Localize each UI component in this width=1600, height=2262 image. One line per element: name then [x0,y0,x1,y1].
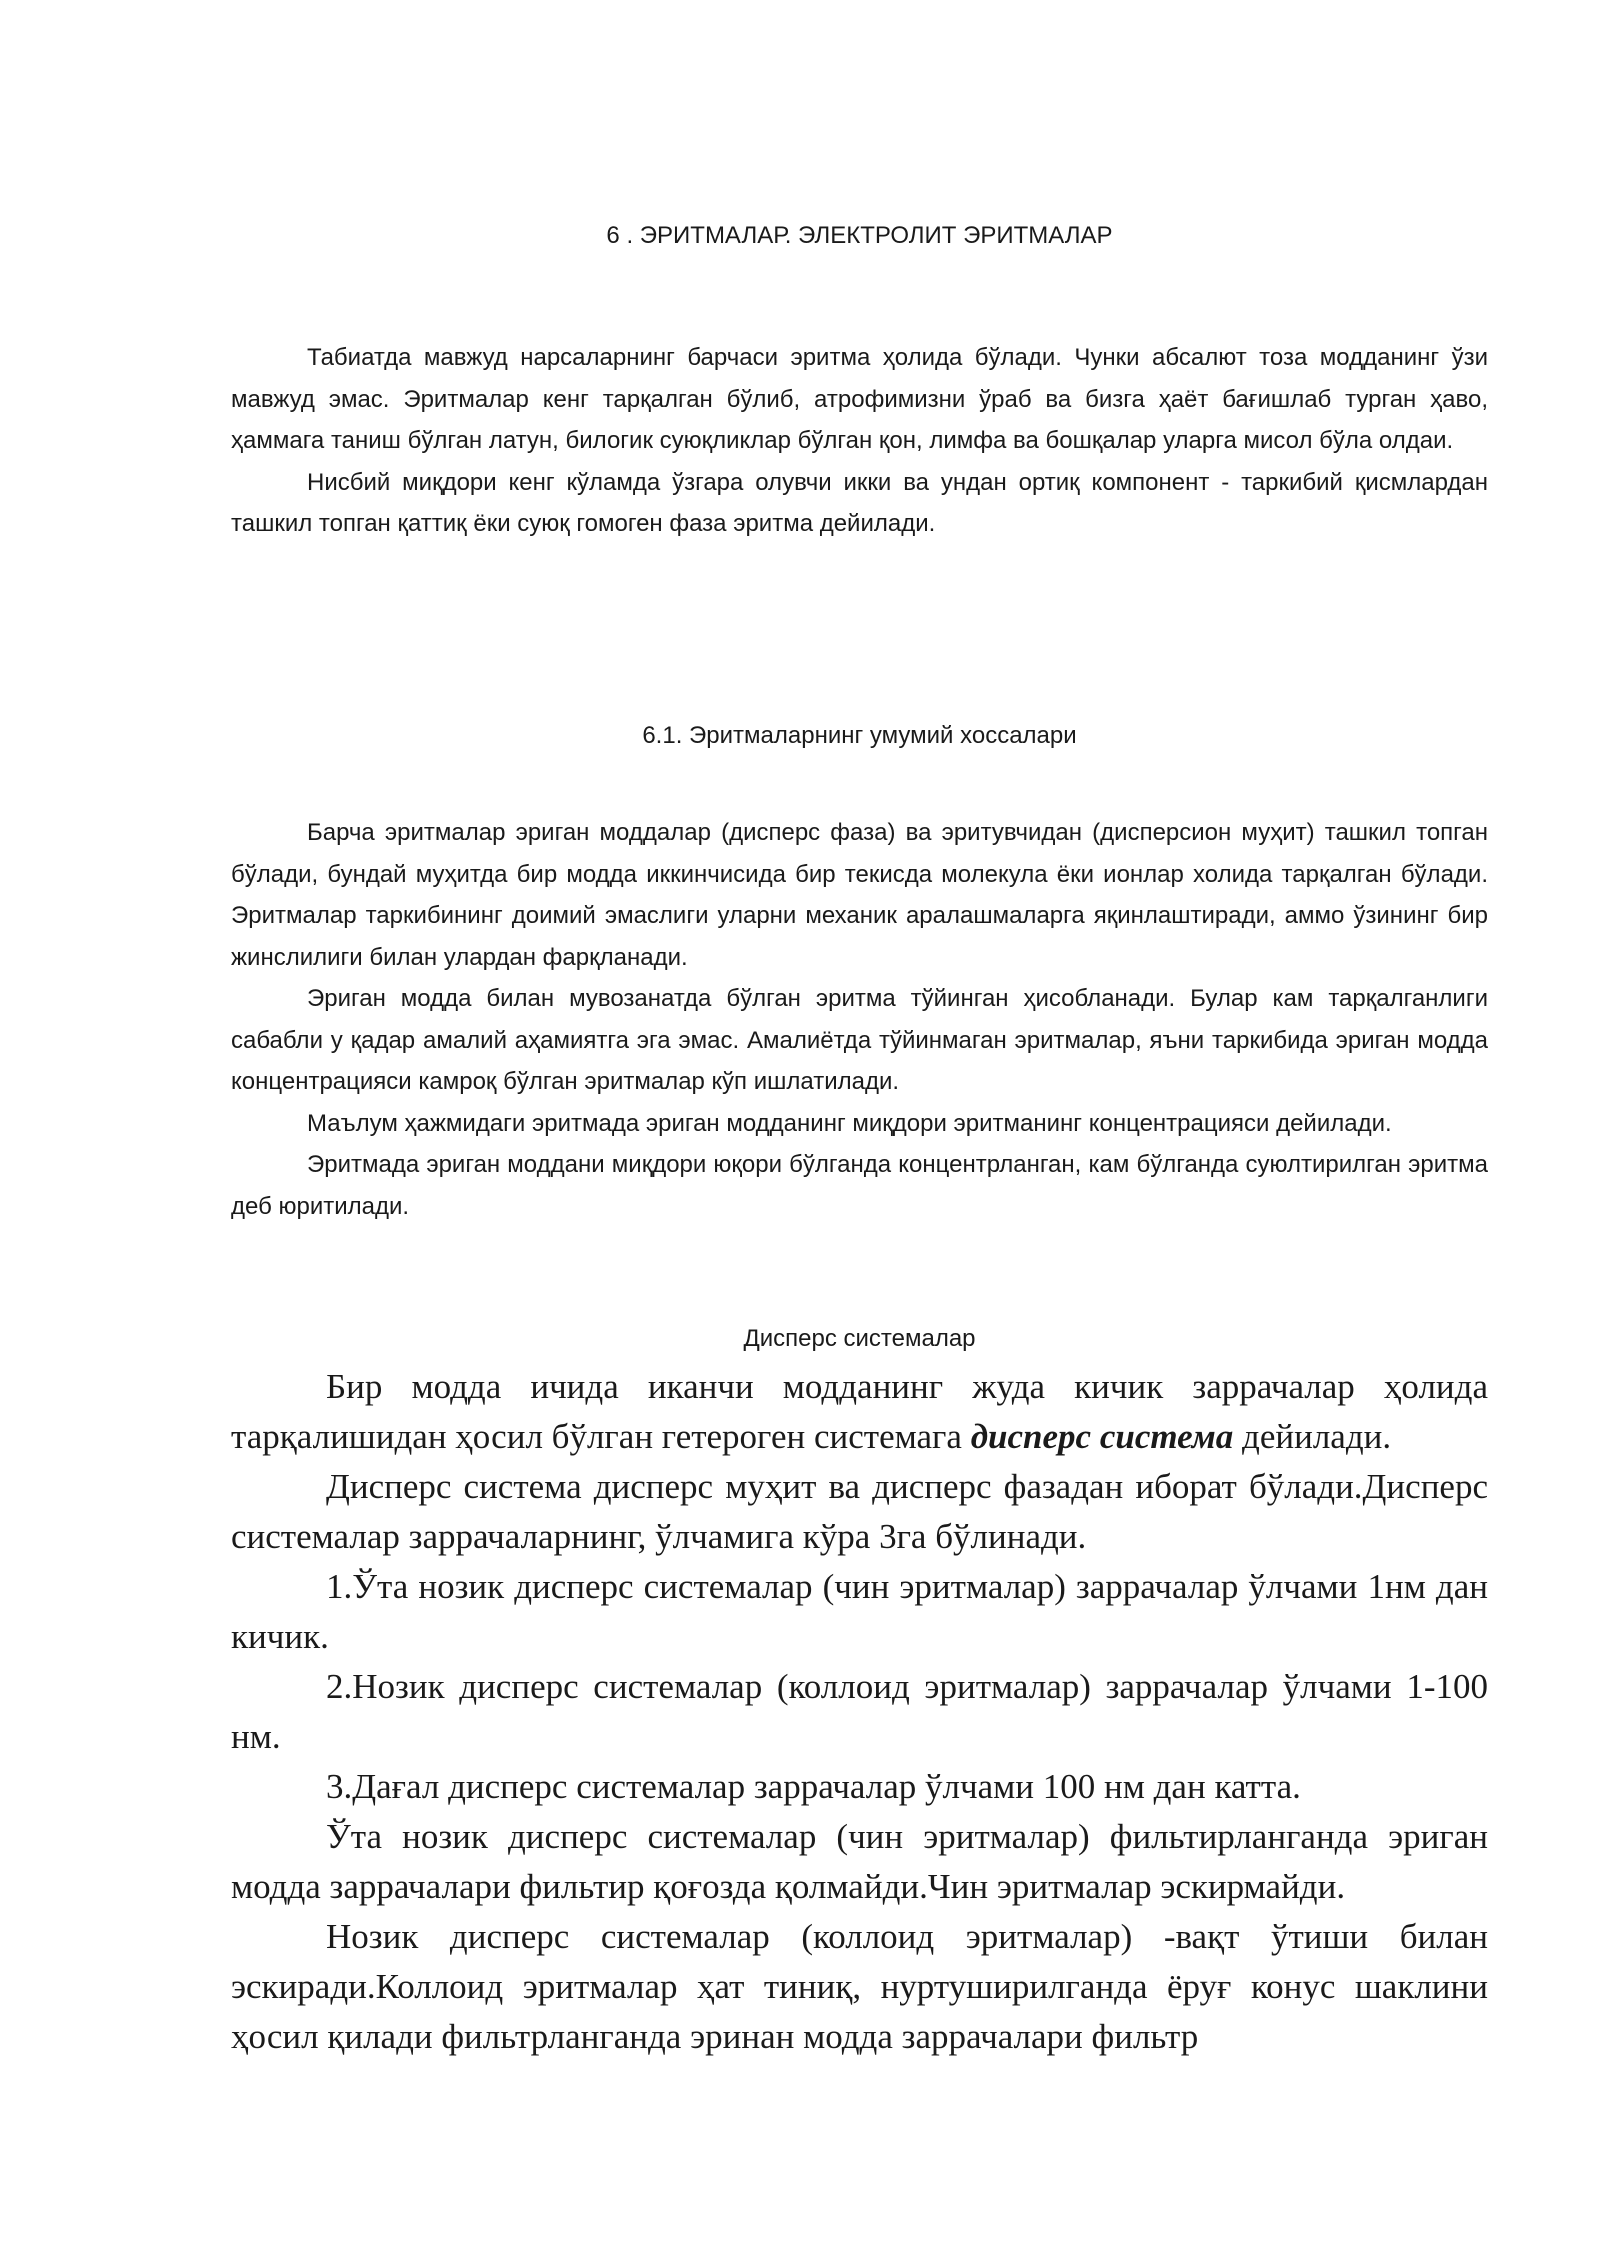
section-3-paragraph-2: Дисперс система дисперс муҳит ва дисперс фазадан иборат бўлади.Дисперс системалар заррачаларнинг, ўлчамига кўра 3га бўлинади. [231,1467,1488,1556]
section-3 [231,1325,1488,1353]
section-2-paragraph-4: Эритмада эриган моддани миқдори юқори бўлганда концентрланган, кам бўлганда суюлтирилган эритма деб юритилади. [231,1151,1488,1220]
section-2 [231,722,1488,750]
section-3-paragraph-1 [231,1362,1488,1462]
section-3-paragraph-4: Нозик дисперс системалар (коллоид эритмалар) -вақт ўтиши билан эскиради.Коллоид эритмалар ҳат тиниқ, нуртуширилганда ёруғ конус шаклини ҳосил қилади фильтрланганда эринан модда заррачалари фильтр [231,1917,1488,2056]
section-3-list-item-2: 2.Нозик дисперс системалар (коллоид эритмалар) заррачалар ўлчами 1-100 нм. [231,1667,1488,1756]
section-3-list-item-1: 1.Ўта нозик дисперс системалар (чин эритмалар) заррачалар ўлчами 1нм дан кичик. [231,1567,1488,1656]
section-3-body [231,1362,1488,2062]
section-2-paragraph-3: Маълум ҳажмидаги эритмада эриган модданинг миқдори эритманинг концентрацияси дейилади. [307,1109,1392,1137]
paragraph-1-lead: Бир модда ичида иканчи модданинг жуда кичик заррачалар ҳолида тарқалишидан ҳосил бўлган гетероген системага [231,1367,1488,1456]
section-1 [231,222,1488,250]
section-2-paragraph-2: Эриган модда билан мувозанатда бўлган эритма тўйинган ҳисобланади. Булар кам тарқалганлиги сабабли у қадар амалий аҳамиятга эга эмас. Амалиётда тўйинмаган эритмалар, яъни таркибида эриган модда концентрацияси камроқ бўлган эритмалар кўп ишлатилади. [231,985,1488,1095]
section-3-list-item-3: 3.Дағал дисперс системалар заррачалар ўлчами 100 нм дан катта. [326,1767,1301,1806]
section-3-title: Дисперс системалар [743,1325,976,1352]
section-1-title: 6 . ЭРИТМАЛАР. ЭЛЕКТРОЛИТ ЭРИТМАЛАР [606,222,1113,249]
section-1-body [231,337,1488,545]
section-2-paragraph-1: Барча эритмалар эриган моддалар (дисперс фаза) ва эритувчидан (дисперсион муҳит) ташкил топган бўлади, бундай муҳитда бир модда иккинчисида бир текисда молекула ёки ионлар холида тарқалган бўлади. Эритмалар таркибининг доимий эмаслиги уларни механик аралашмаларга яқинлаштиради, аммо ўзининг бир жинслилиги билан улардан фарқланади. [231,819,1488,971]
section-3-paragraph-3: Ўта нозик дисперс системалар (чин эритмалар) фильтирланганда эриган модда заррачалари фильтир қоғозда қолмайди.Чин эритмалар эскирмайди. [231,1817,1488,1906]
term-disperse-system: дисперс система [970,1417,1234,1456]
section-1-paragraph-1: Табиатда мавжуд нарсаларнинг барчаси эритма ҳолида бўлади. Чунки абсалют тоза модданинг ўзи мавжуд эмас. Эритмалар кенг тарқалган бўлиб, атрофимизни ўраб ва бизга ҳаёт бағишлаб турган ҳаво, ҳаммага таниш бўлган латун, билогик суюқликлар бўлган қон, лимфа ва бошқалар уларга мисол бўла олдаи. [231,344,1488,454]
paragraph-1-tail: дейилади. [1233,1417,1392,1456]
section-1-paragraph-2: Нисбий миқдори кенг кўламда ўзгара олувчи икки ва ундан ортиқ компонент - таркибий қисмлардан ташкил топган қаттиқ ёки суюқ гомоген фаза эритма дейилади. [231,468,1488,537]
section-2-body [231,812,1488,1227]
section-2-title: 6.1. Эритмаларнинг умумий хоссалари [642,722,1077,749]
